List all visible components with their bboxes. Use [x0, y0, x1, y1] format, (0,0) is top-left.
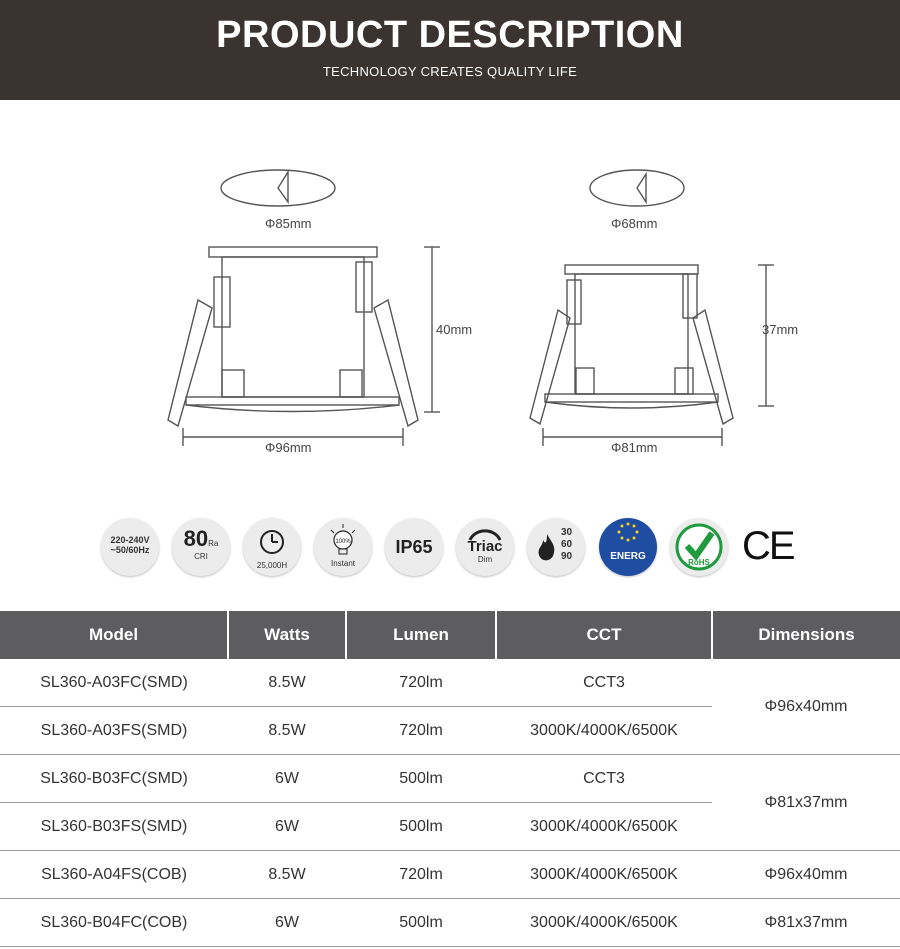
checkmark-icon	[670, 518, 728, 576]
cell-watts: 8.5W	[228, 851, 346, 899]
header-dimensions: Dimensions	[712, 611, 900, 659]
rohs-badge	[670, 518, 728, 576]
rohs-label: RoHS	[688, 558, 710, 567]
fire-rating-60: 60	[561, 539, 573, 550]
dim-arc-icon	[456, 522, 514, 542]
cell-cct: 3000K/4000K/6500K	[496, 851, 712, 899]
cell-watts: 6W	[228, 755, 346, 803]
dimension-drawing-svg	[0, 150, 900, 470]
ip-rating-value: IP65	[395, 537, 433, 557]
spec-table	[0, 611, 900, 947]
table-row	[0, 659, 900, 707]
cell-dimensions: Φ81x37mm	[712, 755, 900, 851]
header-model: Model	[0, 611, 228, 659]
cell-watts: 8.5W	[228, 659, 346, 707]
cell-dimensions: Φ81x37mm	[712, 899, 900, 947]
cell-lumen: 720lm	[346, 851, 496, 899]
flame-icon	[535, 532, 559, 562]
page-subtitle: TECHNOLOGY CREATES QUALITY LIFE	[322, 64, 578, 79]
voltage-range: 220-240V	[110, 535, 150, 545]
cell-lumen: 720lm	[346, 659, 496, 707]
cell-lumen: 500lm	[346, 803, 496, 851]
width-label-left: Φ96mm	[265, 440, 312, 455]
cell-watts: 6W	[228, 803, 346, 851]
energy-label-badge	[599, 518, 657, 576]
voltage-frequency: ~50/60Hz	[110, 545, 150, 555]
energy-label-text: ENERG	[610, 551, 646, 562]
cell-cct: 3000K/4000K/6500K	[496, 707, 712, 755]
fire-rating-30: 30	[561, 527, 573, 538]
bulb-icon	[314, 518, 372, 558]
instant-label: Instant	[330, 559, 355, 568]
header-watts: Watts	[228, 611, 346, 659]
cell-model: SL360-A03FC(SMD)	[0, 659, 228, 707]
fixture-left	[168, 247, 440, 446]
cell-model: SL360-B04FC(COB)	[0, 899, 228, 947]
cell-lumen: 720lm	[346, 707, 496, 755]
cell-dimensions: Φ96x40mm	[712, 851, 900, 899]
cell-cct: CCT3	[496, 659, 712, 707]
table-row	[0, 755, 900, 803]
triac-dim-badge	[456, 518, 514, 576]
cell-dimensions: Φ96x40mm	[712, 659, 900, 755]
height-label-right: 37mm	[762, 322, 799, 337]
technical-drawings	[0, 150, 900, 470]
ip-rating-badge	[385, 518, 443, 576]
cri-badge	[172, 518, 230, 576]
cell-watts: 8.5W	[228, 707, 346, 755]
page-title: PRODUCT DESCRIPTION	[216, 14, 684, 56]
header-banner	[0, 0, 900, 100]
svg-text:100%: 100%	[335, 539, 351, 545]
cell-model: SL360-B03FS(SMD)	[0, 803, 228, 851]
cell-lumen: 500lm	[346, 755, 496, 803]
eu-stars-icon	[599, 518, 657, 546]
cutout-marker-left	[278, 172, 288, 202]
height-label-left: 40mm	[436, 322, 473, 337]
voltage-badge	[101, 518, 159, 576]
table-row	[0, 851, 900, 899]
table-row	[0, 899, 900, 947]
ce-mark: CE	[742, 524, 794, 568]
lifetime-badge	[243, 518, 301, 576]
cell-cct: CCT3	[496, 755, 712, 803]
cri-sub: Ra	[208, 539, 219, 548]
cri-label: CRI	[194, 552, 208, 561]
header-cct: CCT	[496, 611, 712, 659]
cutout-label-right: Φ68mm	[611, 216, 658, 231]
cell-cct: 3000K/4000K/6500K	[496, 803, 712, 851]
fixture-right	[530, 265, 774, 446]
header-lumen: Lumen	[346, 611, 496, 659]
feature-badges	[0, 518, 900, 582]
cutout-label-left: Φ85mm	[265, 216, 312, 231]
cell-model: SL360-A03FS(SMD)	[0, 707, 228, 755]
triac-label: Triac	[467, 538, 503, 555]
width-label-right: Φ81mm	[611, 440, 658, 455]
fire-rating-90: 90	[561, 551, 573, 562]
triac-sub: Dim	[477, 555, 493, 564]
cri-value: 80	[183, 526, 209, 551]
lifetime-value: 25,000H	[256, 561, 288, 570]
instant-on-badge	[314, 518, 372, 576]
cell-watts: 6W	[228, 899, 346, 947]
cutout-marker-right	[637, 174, 646, 202]
cell-model: SL360-B03FC(SMD)	[0, 755, 228, 803]
fire-rating-badge	[527, 518, 585, 576]
fire-rating-values	[561, 527, 572, 563]
cell-model: SL360-A04FS(COB)	[0, 851, 228, 899]
table-header-row	[0, 611, 900, 659]
cell-lumen: 500lm	[346, 899, 496, 947]
cell-cct: 3000K/4000K/6500K	[496, 899, 712, 947]
clock-icon	[243, 518, 301, 556]
